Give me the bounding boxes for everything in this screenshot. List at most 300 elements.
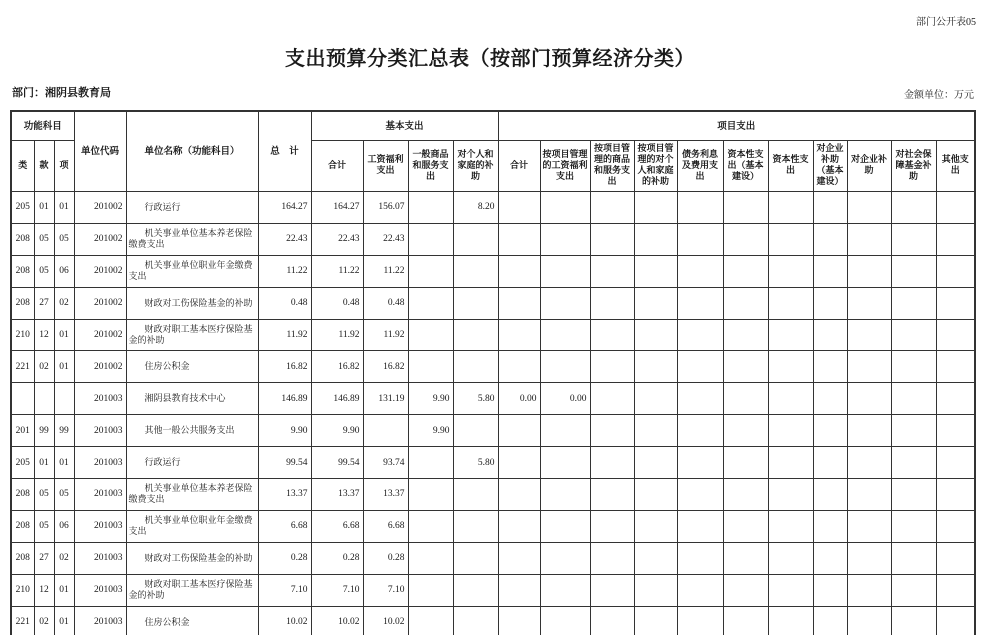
cell-lei: 205	[11, 192, 34, 224]
cell-xiang	[54, 383, 74, 415]
cell-proj-social-security	[891, 447, 936, 479]
cell-unit-name: 湘阴县教育技术中心	[126, 383, 258, 415]
cell-proj-enterprise-subsidy	[847, 479, 891, 511]
cell-basic-goods-services	[408, 192, 453, 224]
cell-kuan: 27	[34, 542, 54, 574]
cell-proj-social-security	[891, 415, 936, 447]
cell-proj-capital-construction	[723, 223, 768, 255]
cell-proj-debt-interest	[677, 447, 723, 479]
cell-proj-family-subsidy	[634, 223, 677, 255]
cell-kuan: 05	[34, 255, 54, 287]
cell-proj-family-subsidy	[634, 351, 677, 383]
cell-proj-social-security	[891, 606, 936, 635]
table-row	[11, 287, 975, 319]
cell-proj-capital	[768, 574, 813, 606]
cell-proj-other	[936, 223, 975, 255]
cell-proj-social-security	[891, 319, 936, 351]
cell-basic-total: 22.43	[311, 223, 363, 255]
col-header-proj-enterprise-subsidy: 对企业补助	[847, 141, 891, 192]
cell-xiang: 01	[54, 447, 74, 479]
cell-proj-enterprise-subsidy	[847, 255, 891, 287]
cell-lei: 210	[11, 574, 34, 606]
cell-lei: 201	[11, 415, 34, 447]
cell-proj-family-subsidy	[634, 574, 677, 606]
col-header-proj-social-security: 对社会保障基金补助	[891, 141, 936, 192]
cell-basic-family-subsidy	[453, 606, 498, 635]
col-header-xiang: 项	[54, 141, 74, 192]
cell-proj-debt-interest	[677, 351, 723, 383]
cell-unit-code: 201003	[74, 479, 126, 511]
cell-proj-total	[498, 223, 540, 255]
cell-grand-total: 146.89	[258, 383, 311, 415]
cell-proj-social-security	[891, 542, 936, 574]
cell-proj-other	[936, 447, 975, 479]
cell-proj-social-security	[891, 287, 936, 319]
cell-basic-total: 9.90	[311, 415, 363, 447]
cell-proj-enterprise-subsidy	[847, 542, 891, 574]
cell-proj-total	[498, 510, 540, 542]
cell-proj-family-subsidy	[634, 319, 677, 351]
cell-grand-total: 164.27	[258, 192, 311, 224]
cell-proj-total	[498, 447, 540, 479]
cell-basic-goods-services	[408, 351, 453, 383]
cell-proj-enterprise-construction	[813, 351, 847, 383]
cell-proj-social-security	[891, 574, 936, 606]
cell-basic-total: 10.02	[311, 606, 363, 635]
cell-unit-name: 机关事业单位基本养老保险缴费支出	[126, 479, 258, 511]
cell-proj-family-subsidy	[634, 606, 677, 635]
cell-proj-capital	[768, 319, 813, 351]
cell-proj-goods-services	[590, 542, 634, 574]
cell-proj-other	[936, 479, 975, 511]
cell-basic-total: 13.37	[311, 479, 363, 511]
cell-proj-wage	[540, 479, 590, 511]
table-row	[11, 255, 975, 287]
cell-proj-other	[936, 606, 975, 635]
cell-proj-debt-interest	[677, 192, 723, 224]
cell-basic-total: 99.54	[311, 447, 363, 479]
cell-unit-code: 201003	[74, 447, 126, 479]
col-header-project-expenditure-group: 项目支出	[498, 111, 975, 141]
cell-xiang: 01	[54, 574, 74, 606]
cell-proj-enterprise-subsidy	[847, 287, 891, 319]
cell-basic-wage: 6.68	[363, 510, 408, 542]
cell-basic-family-subsidy	[453, 223, 498, 255]
cell-basic-wage: 13.37	[363, 479, 408, 511]
cell-basic-total: 11.22	[311, 255, 363, 287]
cell-proj-social-security	[891, 383, 936, 415]
cell-unit-code: 201002	[74, 319, 126, 351]
cell-proj-family-subsidy	[634, 510, 677, 542]
cell-basic-wage: 10.02	[363, 606, 408, 635]
col-header-unit-code: 单位代码	[74, 111, 126, 192]
cell-proj-debt-interest	[677, 574, 723, 606]
cell-proj-enterprise-construction	[813, 574, 847, 606]
cell-basic-family-subsidy	[453, 574, 498, 606]
table-row	[11, 383, 975, 415]
cell-kuan: 01	[34, 447, 54, 479]
cell-proj-wage	[540, 447, 590, 479]
table-row	[11, 510, 975, 542]
cell-basic-wage: 93.74	[363, 447, 408, 479]
cell-proj-other	[936, 574, 975, 606]
doc-code-label: 部门公开表05	[916, 17, 976, 28]
cell-basic-goods-services	[408, 447, 453, 479]
cell-xiang: 05	[54, 223, 74, 255]
col-header-lei: 类	[11, 141, 34, 192]
cell-proj-total	[498, 574, 540, 606]
cell-unit-name: 机关事业单位基本养老保险缴费支出	[126, 223, 258, 255]
cell-proj-capital	[768, 479, 813, 511]
cell-proj-social-security	[891, 255, 936, 287]
cell-basic-family-subsidy	[453, 542, 498, 574]
cell-lei	[11, 383, 34, 415]
cell-unit-code: 201003	[74, 542, 126, 574]
cell-proj-goods-services	[590, 447, 634, 479]
cell-kuan: 27	[34, 287, 54, 319]
cell-unit-name: 其他一般公共服务支出	[126, 415, 258, 447]
cell-proj-capital-construction	[723, 255, 768, 287]
cell-proj-enterprise-subsidy	[847, 351, 891, 383]
cell-unit-name: 财政对工伤保险基金的补助	[126, 287, 258, 319]
cell-xiang: 05	[54, 479, 74, 511]
cell-proj-enterprise-subsidy	[847, 383, 891, 415]
cell-unit-code: 201003	[74, 383, 126, 415]
cell-unit-name: 机关事业单位职业年金缴费支出	[126, 510, 258, 542]
cell-basic-goods-services	[408, 574, 453, 606]
cell-proj-enterprise-construction	[813, 447, 847, 479]
cell-unit-code: 201002	[74, 255, 126, 287]
budget-summary-table	[10, 110, 976, 635]
cell-proj-wage	[540, 542, 590, 574]
cell-proj-social-security	[891, 479, 936, 511]
cell-basic-family-subsidy	[453, 319, 498, 351]
cell-proj-enterprise-subsidy	[847, 192, 891, 224]
cell-basic-family-subsidy	[453, 351, 498, 383]
cell-basic-goods-services	[408, 255, 453, 287]
cell-xiang: 99	[54, 415, 74, 447]
cell-proj-capital-construction	[723, 606, 768, 635]
table-row	[11, 542, 975, 574]
cell-xiang: 06	[54, 255, 74, 287]
cell-proj-other	[936, 383, 975, 415]
col-header-proj-capital: 资本性支出	[768, 141, 813, 192]
cell-grand-total: 9.90	[258, 415, 311, 447]
cell-xiang: 02	[54, 542, 74, 574]
col-header-grand-total: 总 计	[258, 111, 311, 192]
cell-basic-total: 6.68	[311, 510, 363, 542]
cell-proj-wage	[540, 223, 590, 255]
cell-basic-family-subsidy: 8.20	[453, 192, 498, 224]
cell-basic-family-subsidy	[453, 415, 498, 447]
cell-proj-goods-services	[590, 574, 634, 606]
cell-proj-capital-construction	[723, 574, 768, 606]
col-header-unit-name: 单位名称（功能科目）	[126, 111, 258, 192]
cell-proj-goods-services	[590, 223, 634, 255]
cell-proj-goods-services	[590, 192, 634, 224]
cell-kuan: 12	[34, 574, 54, 606]
cell-basic-family-subsidy	[453, 255, 498, 287]
cell-proj-enterprise-construction	[813, 255, 847, 287]
cell-basic-goods-services	[408, 510, 453, 542]
table-row	[11, 192, 975, 224]
cell-proj-debt-interest	[677, 223, 723, 255]
cell-proj-debt-interest	[677, 542, 723, 574]
cell-proj-capital	[768, 351, 813, 383]
cell-basic-goods-services	[408, 606, 453, 635]
cell-kuan: 99	[34, 415, 54, 447]
cell-proj-other	[936, 255, 975, 287]
cell-proj-goods-services	[590, 383, 634, 415]
cell-proj-wage	[540, 415, 590, 447]
cell-proj-capital-construction	[723, 542, 768, 574]
cell-proj-goods-services	[590, 255, 634, 287]
table-row	[11, 415, 975, 447]
cell-proj-enterprise-construction	[813, 510, 847, 542]
col-header-basic-family-subsidy: 对个人和家庭的补助	[453, 141, 498, 192]
col-header-proj-wage: 按项目管理的工资福利支出	[540, 141, 590, 192]
col-header-basic-goods-services: 一般商品和服务支出	[408, 141, 453, 192]
cell-proj-capital-construction	[723, 319, 768, 351]
cell-grand-total: 0.48	[258, 287, 311, 319]
cell-proj-debt-interest	[677, 415, 723, 447]
cell-proj-wage	[540, 574, 590, 606]
cell-xiang: 01	[54, 606, 74, 635]
cell-proj-total	[498, 542, 540, 574]
cell-basic-total: 0.48	[311, 287, 363, 319]
table-body	[11, 192, 975, 635]
cell-basic-wage: 11.22	[363, 255, 408, 287]
cell-proj-capital	[768, 415, 813, 447]
cell-proj-total	[498, 255, 540, 287]
cell-proj-goods-services	[590, 415, 634, 447]
cell-basic-wage: 22.43	[363, 223, 408, 255]
cell-proj-debt-interest	[677, 606, 723, 635]
cell-proj-family-subsidy	[634, 415, 677, 447]
table-row	[11, 479, 975, 511]
cell-unit-name: 住房公积金	[126, 606, 258, 635]
col-header-proj-debt-interest: 债务利息及费用支出	[677, 141, 723, 192]
cell-proj-capital	[768, 606, 813, 635]
cell-kuan: 01	[34, 192, 54, 224]
cell-proj-social-security	[891, 192, 936, 224]
cell-proj-other	[936, 192, 975, 224]
cell-lei: 208	[11, 287, 34, 319]
table-row	[11, 319, 975, 351]
cell-proj-family-subsidy	[634, 479, 677, 511]
cell-proj-capital	[768, 287, 813, 319]
cell-proj-total	[498, 351, 540, 383]
cell-proj-goods-services	[590, 606, 634, 635]
cell-proj-capital-construction	[723, 479, 768, 511]
cell-grand-total: 11.22	[258, 255, 311, 287]
cell-grand-total: 13.37	[258, 479, 311, 511]
cell-proj-enterprise-subsidy	[847, 574, 891, 606]
cell-kuan: 05	[34, 510, 54, 542]
cell-basic-goods-services	[408, 319, 453, 351]
cell-proj-enterprise-subsidy	[847, 606, 891, 635]
cell-basic-total: 11.92	[311, 319, 363, 351]
cell-xiang: 01	[54, 192, 74, 224]
cell-proj-capital-construction	[723, 351, 768, 383]
cell-grand-total: 11.92	[258, 319, 311, 351]
cell-proj-enterprise-construction	[813, 223, 847, 255]
cell-basic-goods-services: 9.90	[408, 383, 453, 415]
cell-proj-family-subsidy	[634, 287, 677, 319]
cell-kuan: 02	[34, 351, 54, 383]
cell-proj-social-security	[891, 351, 936, 383]
cell-proj-enterprise-subsidy	[847, 510, 891, 542]
col-header-proj-other: 其他支出	[936, 141, 975, 192]
cell-unit-name: 行政运行	[126, 192, 258, 224]
cell-basic-total: 0.28	[311, 542, 363, 574]
cell-proj-capital	[768, 447, 813, 479]
cell-unit-code: 201002	[74, 223, 126, 255]
cell-proj-goods-services	[590, 287, 634, 319]
cell-grand-total: 16.82	[258, 351, 311, 383]
cell-proj-other	[936, 319, 975, 351]
table-row	[11, 606, 975, 635]
cell-basic-wage	[363, 415, 408, 447]
cell-lei: 208	[11, 255, 34, 287]
cell-proj-family-subsidy	[634, 383, 677, 415]
cell-basic-goods-services	[408, 287, 453, 319]
cell-proj-goods-services	[590, 510, 634, 542]
cell-proj-wage	[540, 287, 590, 319]
cell-lei: 208	[11, 510, 34, 542]
cell-grand-total: 99.54	[258, 447, 311, 479]
cell-proj-total	[498, 192, 540, 224]
cell-kuan: 02	[34, 606, 54, 635]
cell-proj-total	[498, 319, 540, 351]
cell-lei: 208	[11, 479, 34, 511]
cell-proj-enterprise-subsidy	[847, 415, 891, 447]
cell-proj-total	[498, 415, 540, 447]
cell-proj-debt-interest	[677, 383, 723, 415]
col-header-kuan: 款	[34, 141, 54, 192]
cell-proj-enterprise-subsidy	[847, 319, 891, 351]
table-row	[11, 574, 975, 606]
cell-proj-family-subsidy	[634, 542, 677, 574]
cell-proj-social-security	[891, 223, 936, 255]
cell-proj-goods-services	[590, 319, 634, 351]
cell-basic-wage: 11.92	[363, 319, 408, 351]
cell-proj-debt-interest	[677, 255, 723, 287]
cell-proj-capital-construction	[723, 192, 768, 224]
cell-proj-wage	[540, 319, 590, 351]
cell-xiang: 01	[54, 319, 74, 351]
cell-lei: 221	[11, 351, 34, 383]
cell-proj-total	[498, 606, 540, 635]
table-header	[11, 111, 975, 192]
cell-proj-enterprise-construction	[813, 542, 847, 574]
cell-basic-goods-services	[408, 223, 453, 255]
cell-proj-family-subsidy	[634, 447, 677, 479]
cell-xiang: 02	[54, 287, 74, 319]
cell-proj-enterprise-subsidy	[847, 447, 891, 479]
cell-basic-total: 164.27	[311, 192, 363, 224]
cell-proj-wage: 0.00	[540, 383, 590, 415]
cell-proj-capital-construction	[723, 447, 768, 479]
page-title: 支出预算分类汇总表（按部门预算经济分类）	[285, 46, 695, 70]
cell-proj-family-subsidy	[634, 255, 677, 287]
cell-proj-enterprise-subsidy	[847, 223, 891, 255]
cell-unit-code: 201003	[74, 510, 126, 542]
amount-unit-label: 金额单位：万元	[904, 90, 974, 101]
cell-grand-total: 22.43	[258, 223, 311, 255]
cell-xiang: 01	[54, 351, 74, 383]
cell-proj-social-security	[891, 510, 936, 542]
cell-proj-total	[498, 479, 540, 511]
cell-basic-wage: 7.10	[363, 574, 408, 606]
cell-basic-family-subsidy	[453, 479, 498, 511]
cell-unit-name: 住房公积金	[126, 351, 258, 383]
cell-grand-total: 7.10	[258, 574, 311, 606]
cell-proj-debt-interest	[677, 287, 723, 319]
cell-unit-name: 行政运行	[126, 447, 258, 479]
cell-unit-code: 201003	[74, 574, 126, 606]
cell-basic-wage: 0.28	[363, 542, 408, 574]
cell-grand-total: 0.28	[258, 542, 311, 574]
cell-basic-goods-services: 9.90	[408, 415, 453, 447]
cell-proj-other	[936, 415, 975, 447]
department-label: 部门：湘阴县教育局	[12, 86, 111, 99]
cell-basic-wage: 131.19	[363, 383, 408, 415]
cell-basic-family-subsidy	[453, 510, 498, 542]
cell-proj-capital-construction	[723, 383, 768, 415]
cell-basic-wage: 156.07	[363, 192, 408, 224]
cell-unit-code: 201002	[74, 351, 126, 383]
cell-xiang: 06	[54, 510, 74, 542]
cell-proj-wage	[540, 510, 590, 542]
cell-proj-goods-services	[590, 479, 634, 511]
cell-grand-total: 6.68	[258, 510, 311, 542]
cell-basic-wage: 16.82	[363, 351, 408, 383]
col-header-proj-family-subsidy: 按项目管理的对个人和家庭的补助	[634, 141, 677, 192]
col-header-proj-goods-services: 按项目管理的商品和服务支出	[590, 141, 634, 192]
cell-proj-total: 0.00	[498, 383, 540, 415]
col-header-proj-total: 合计	[498, 141, 540, 192]
cell-proj-other	[936, 351, 975, 383]
cell-proj-enterprise-construction	[813, 287, 847, 319]
col-header-basic-expenditure-group: 基本支出	[311, 111, 498, 141]
cell-proj-capital-construction	[723, 415, 768, 447]
table-row	[11, 223, 975, 255]
cell-kuan: 12	[34, 319, 54, 351]
cell-proj-debt-interest	[677, 510, 723, 542]
cell-proj-enterprise-construction	[813, 192, 847, 224]
cell-basic-goods-services	[408, 479, 453, 511]
cell-kuan: 05	[34, 223, 54, 255]
cell-basic-goods-services	[408, 542, 453, 574]
cell-basic-family-subsidy	[453, 287, 498, 319]
cell-basic-family-subsidy: 5.80	[453, 447, 498, 479]
cell-grand-total: 10.02	[258, 606, 311, 635]
col-header-basic-wage: 工资福利支出	[363, 141, 408, 192]
cell-lei: 210	[11, 319, 34, 351]
header-group-row	[11, 111, 975, 141]
cell-kuan: 05	[34, 479, 54, 511]
cell-proj-capital	[768, 223, 813, 255]
cell-proj-other	[936, 510, 975, 542]
cell-unit-name: 财政对职工基本医疗保险基金的补助	[126, 574, 258, 606]
col-header-proj-enterprise-construction: 对企业补助（基本建设）	[813, 141, 847, 192]
cell-basic-family-subsidy: 5.80	[453, 383, 498, 415]
cell-proj-wage	[540, 192, 590, 224]
table-row	[11, 447, 975, 479]
cell-proj-capital-construction	[723, 287, 768, 319]
cell-proj-total	[498, 287, 540, 319]
